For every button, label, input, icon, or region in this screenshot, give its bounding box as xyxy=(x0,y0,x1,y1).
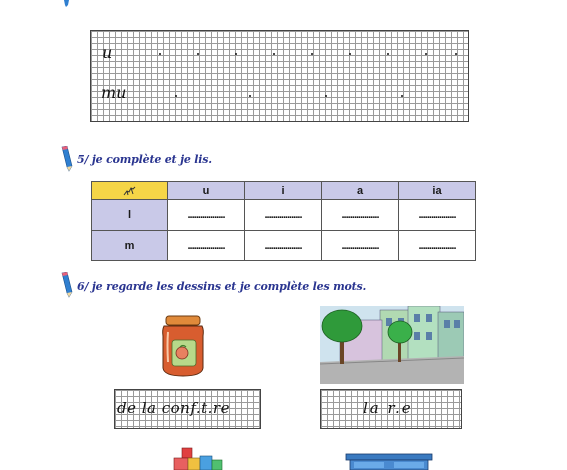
dot-row-2 xyxy=(91,95,470,101)
answer-blank[interactable]: .................. xyxy=(399,231,476,261)
answer-blank[interactable]: .................. xyxy=(399,200,476,231)
column-header-u: u xyxy=(168,182,245,200)
word-confiture: de la conf.t.re xyxy=(117,399,230,417)
pencil-icon xyxy=(60,0,74,8)
word-rue: la r.e xyxy=(363,399,413,417)
column-header-ia: ia xyxy=(399,182,476,200)
row-header-m: m xyxy=(92,231,168,261)
exercise6-heading: 6/ je regarde les dessins et je complète les mots. xyxy=(77,280,367,293)
row-header-l: l xyxy=(92,200,168,231)
hand-pointer-icon xyxy=(92,182,168,200)
dot-row-1 xyxy=(91,53,470,59)
table-row xyxy=(92,231,476,261)
column-header-a: a xyxy=(322,182,399,200)
answer-blank[interactable]: .................. xyxy=(245,200,322,231)
jam-jar-image xyxy=(158,314,210,378)
column-header-i: i xyxy=(245,182,322,200)
answer-blank[interactable]: .................. xyxy=(168,231,245,261)
syllable-table xyxy=(91,181,476,261)
toy-blocks-image xyxy=(172,446,224,470)
pencil-icon xyxy=(60,272,74,298)
word-box-1 xyxy=(114,389,261,429)
answer-blank[interactable]: .................. xyxy=(168,200,245,231)
model-word-mu: mu xyxy=(101,83,127,102)
writing-grid-ex4 xyxy=(90,30,469,122)
word-box-2 xyxy=(320,389,462,429)
pencil-icon xyxy=(60,146,74,172)
street-image xyxy=(320,306,464,384)
table-header-row xyxy=(92,182,476,200)
exercise5-heading: 5/ je complète et je lis. xyxy=(77,153,212,166)
answer-blank[interactable]: .................. xyxy=(322,231,399,261)
answer-blank[interactable]: .................. xyxy=(245,231,322,261)
model-letter-u: u xyxy=(102,43,113,62)
answer-blank[interactable]: .................. xyxy=(322,200,399,231)
table-row xyxy=(92,200,476,231)
blue-furniture-image xyxy=(344,452,434,470)
